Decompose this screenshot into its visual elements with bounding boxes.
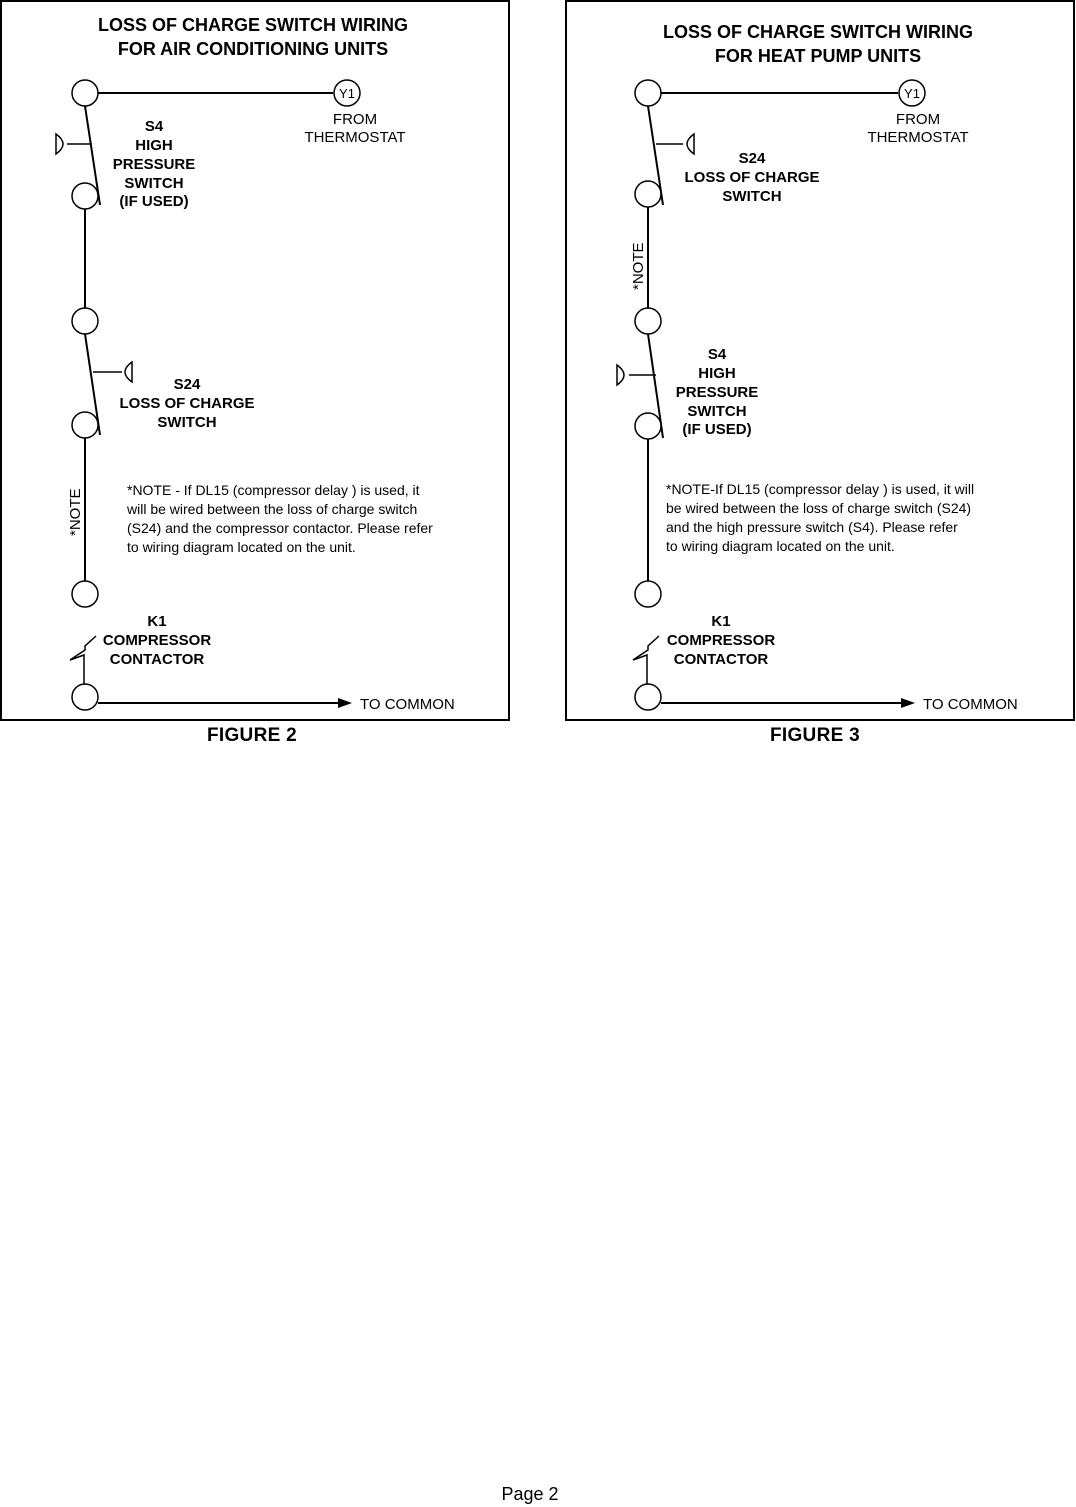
thermostat-label: THERMOSTAT: [304, 129, 406, 146]
terminal-4: [72, 412, 98, 438]
s4-label-1: S4: [707, 346, 727, 363]
note-line-3: and the high pressure switch (S4). Please refer: [666, 519, 958, 535]
k1-label-1: K1: [147, 613, 167, 630]
note-line-3: (S24) and the compressor contactor. Please refer: [127, 520, 433, 536]
page-number: Page 2: [501, 1484, 559, 1504]
to-common-label: TO COMMON: [360, 696, 455, 713]
from-label: FROM: [332, 111, 378, 128]
k1-label-3: CONTACTOR: [109, 651, 205, 668]
s4-label-5: (IF USED): [682, 421, 752, 438]
terminal-5: [635, 581, 661, 607]
note-line-4: to wiring diagram located on the unit.: [666, 538, 895, 554]
s24-label-1: S24: [738, 150, 766, 167]
terminal-5: [72, 581, 98, 607]
terminal-3: [72, 308, 98, 334]
note-marker: *NOTE: [67, 488, 84, 536]
s24-label-2: LOSS OF CHARGE: [119, 395, 255, 412]
note-line-2: be wired between the loss of charge switch (S24): [666, 500, 972, 516]
note-line-1: *NOTE-If DL15 (compressor delay ) is used, it will: [666, 481, 975, 497]
s4-label-4: SWITCH: [124, 175, 184, 192]
figure-3-border: [566, 1, 1074, 720]
figure-2-diagram: [0, 0, 510, 722]
to-common-label: TO COMMON: [923, 696, 1018, 713]
s4-label-5: (IF USED): [119, 193, 189, 210]
thermostat-label: THERMOSTAT: [867, 129, 969, 146]
terminal-2: [635, 181, 661, 207]
note-line-2: will be wired between the loss of charge switch: [127, 501, 418, 517]
k1-label-2: COMPRESSOR: [102, 632, 212, 649]
note-line-4: to wiring diagram located on the unit.: [127, 539, 356, 555]
figure-2-title-line2: FOR AIR CONDITIONING UNITS: [117, 39, 389, 59]
figure-3-diagram: [565, 0, 1075, 722]
note-line-1: *NOTE - If DL15 (compressor delay ) is used, it: [127, 482, 420, 498]
s4-label-4: SWITCH: [687, 403, 747, 420]
terminal-1: [635, 80, 661, 106]
note-marker: *NOTE: [630, 242, 647, 290]
s4-pressure-icon: [617, 365, 624, 385]
s24-label-3: SWITCH: [157, 414, 217, 431]
terminal-2: [72, 183, 98, 209]
terminal-1: [72, 80, 98, 106]
s4-label-3: PRESSURE: [112, 156, 196, 173]
terminal-6: [635, 684, 661, 710]
figure-3-caption: FIGURE 3: [769, 725, 861, 746]
s4-label-2: HIGH: [135, 137, 173, 154]
y1-label: Y1: [339, 86, 355, 101]
figure-2-caption: FIGURE 2: [206, 725, 298, 746]
figure-2-title-line1: LOSS OF CHARGE SWITCH WIRING: [98, 15, 408, 35]
terminal-6: [72, 684, 98, 710]
s4-label-1: S4: [144, 118, 164, 135]
k1-label-1: K1: [711, 613, 731, 630]
arrow-icon: [338, 698, 352, 708]
figure-2-svg: [0, 0, 510, 722]
k1-label-3: CONTACTOR: [673, 651, 769, 668]
s24-pressure-icon: [687, 134, 694, 154]
from-label: FROM: [895, 111, 941, 128]
terminal-3: [635, 308, 661, 334]
s4-label-2: HIGH: [698, 365, 736, 382]
figure-3-title-line2: FOR HEAT PUMP UNITS: [714, 46, 922, 66]
arrow-icon: [901, 698, 915, 708]
terminal-4: [635, 413, 661, 439]
figure-3-svg: [565, 0, 1075, 722]
k1-contact: [633, 636, 659, 685]
figure-3-title-line1: LOSS OF CHARGE SWITCH WIRING: [663, 22, 973, 42]
k1-label-2: COMPRESSOR: [666, 632, 776, 649]
figure-2-border: [1, 1, 509, 720]
s24-label-1: S24: [173, 376, 201, 393]
s24-label-3: SWITCH: [722, 188, 782, 205]
y1-label: Y1: [904, 86, 920, 101]
k1-contact: [70, 636, 96, 685]
s4-pressure-icon: [56, 134, 63, 154]
s4-label-3: PRESSURE: [675, 384, 759, 401]
s24-pressure-icon: [125, 362, 132, 382]
s24-label-2: LOSS OF CHARGE: [684, 169, 820, 186]
